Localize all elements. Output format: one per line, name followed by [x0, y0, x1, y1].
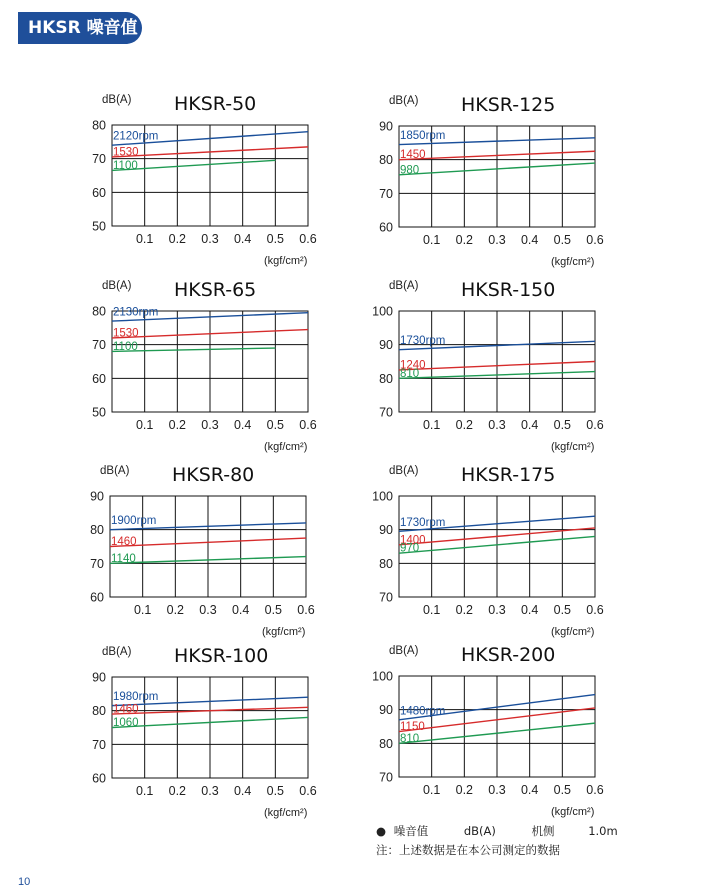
x-tick-label: 0.4 [233, 232, 252, 246]
chart-title: HKSR-175 [461, 464, 556, 486]
x-tick-label: 0.5 [266, 232, 285, 246]
y-axis-label: dB(A) [102, 280, 132, 292]
series-label: 1730rpm [400, 516, 446, 529]
x-tick-label: 0.3 [201, 784, 219, 798]
y-tick-label: 100 [372, 489, 393, 504]
x-tick-label: 0.6 [297, 603, 315, 617]
x-tick-label: 0.2 [455, 233, 474, 247]
x-tick-label: 0.3 [488, 783, 506, 797]
x-tick-label: 0.2 [455, 418, 474, 432]
legend-item-unit: dB(A) [463, 824, 496, 838]
series-label: 1850rpm [400, 130, 446, 143]
x-tick-label: 0.2 [166, 603, 185, 617]
y-tick-label: 60 [90, 590, 104, 605]
x-tick-label: 0.5 [553, 783, 572, 797]
y-tick-label: 50 [92, 405, 106, 420]
chart-4 [90, 464, 315, 638]
chart-2 [92, 279, 317, 453]
y-tick-label: 70 [92, 152, 106, 167]
x-tick-label: 0.6 [586, 233, 604, 247]
page-number: 10 [18, 876, 31, 888]
chart-1 [379, 94, 604, 268]
x-unit-label: (kgf/cm²) [264, 807, 308, 819]
chart-6 [92, 645, 317, 819]
legend-line [376, 823, 618, 839]
x-tick-label: 0.6 [299, 232, 317, 246]
x-tick-label: 0.3 [488, 233, 506, 247]
x-tick-label: 0.3 [488, 603, 506, 617]
x-tick-label: 0.1 [422, 418, 441, 432]
series-label: 1450 [400, 149, 426, 162]
series-label: 810 [400, 367, 420, 380]
x-tick-label: 0.6 [586, 783, 604, 797]
y-tick-label: 70 [379, 405, 393, 420]
series-label: 810 [400, 732, 420, 745]
y-tick-label: 70 [379, 186, 393, 201]
y-axis-label: dB(A) [389, 280, 419, 292]
series-label: 1460 [111, 536, 137, 548]
chart-title: HKSR-125 [461, 94, 556, 116]
y-axis-label: dB(A) [389, 645, 419, 657]
y-tick-label: 90 [379, 523, 393, 538]
series-label: 2130rpm [113, 306, 159, 319]
x-tick-label: 0.5 [553, 418, 572, 432]
y-tick-label: 70 [92, 737, 106, 752]
x-unit-label: (kgf/cm²) [551, 806, 595, 818]
y-tick-label: 70 [90, 556, 104, 571]
x-unit-label: (kgf/cm²) [551, 626, 595, 638]
legend-item-side: 机侧 [531, 824, 555, 838]
x-tick-label: 0.1 [135, 232, 154, 246]
series-label: 1150 [400, 721, 425, 734]
x-tick-label: 0.2 [455, 603, 474, 617]
y-tick-label: 90 [92, 670, 106, 685]
x-tick-label: 0.4 [520, 418, 539, 432]
x-tick-label: 0.2 [168, 784, 187, 798]
chart-title: HKSR-200 [461, 644, 556, 666]
series-label: 1100 [113, 340, 138, 353]
y-tick-label: 90 [379, 703, 393, 718]
y-tick-label: 100 [372, 304, 393, 319]
x-tick-label: 0.1 [422, 603, 441, 617]
chart-title: HKSR-150 [461, 279, 556, 301]
y-axis-label: dB(A) [102, 94, 132, 106]
series-label: 1730rpm [400, 335, 446, 348]
x-tick-label: 0.2 [168, 232, 187, 246]
x-tick-label: 0.5 [553, 603, 572, 617]
x-tick-label: 0.5 [266, 784, 285, 798]
y-tick-label: 80 [379, 736, 393, 751]
chart-title: HKSR-50 [174, 93, 257, 115]
series-label: 1240 [400, 359, 426, 372]
y-tick-label: 90 [379, 338, 393, 353]
y-tick-label: 70 [92, 338, 106, 353]
series-label: 1980rpm [113, 691, 159, 704]
series-label: 1100 [113, 159, 138, 172]
y-tick-label: 60 [379, 220, 393, 235]
x-unit-label: (kgf/cm²) [551, 256, 595, 268]
series-label: 1060 [113, 717, 139, 729]
chart-title: HKSR-65 [174, 279, 257, 301]
y-axis-label: dB(A) [389, 465, 419, 477]
chart-title: HKSR-80 [172, 464, 255, 486]
x-tick-label: 0.1 [422, 233, 441, 247]
x-tick-label: 0.1 [422, 783, 441, 797]
x-tick-label: 0.3 [201, 418, 219, 432]
y-tick-label: 90 [379, 119, 393, 134]
x-tick-label: 0.4 [233, 784, 252, 798]
x-unit-label: (kgf/cm²) [551, 441, 595, 453]
x-tick-label: 0.6 [299, 418, 317, 432]
x-tick-label: 0.6 [299, 784, 317, 798]
series-label: 970 [400, 542, 420, 555]
y-axis-label: dB(A) [102, 646, 132, 658]
y-tick-label: 90 [90, 489, 104, 504]
legend-item-distance: 1.0m [588, 824, 618, 838]
y-tick-label: 80 [92, 118, 106, 133]
chart-7 [372, 644, 604, 818]
chart-title: HKSR-100 [174, 645, 269, 667]
series-label: 980 [400, 164, 420, 177]
y-tick-label: 100 [372, 669, 393, 684]
series-label: 1460 [113, 703, 139, 716]
x-tick-label: 0.4 [520, 783, 539, 797]
x-tick-label: 0.3 [199, 603, 217, 617]
x-tick-label: 0.4 [233, 418, 252, 432]
y-tick-label: 70 [379, 770, 393, 785]
y-tick-label: 80 [379, 371, 393, 386]
y-axis-label: dB(A) [100, 465, 130, 477]
x-tick-label: 0.1 [135, 784, 154, 798]
chart-5 [372, 464, 604, 638]
y-tick-label: 50 [92, 219, 106, 234]
x-tick-label: 0.1 [135, 418, 154, 432]
y-tick-label: 80 [90, 523, 104, 538]
page-title-tab: HKSR 噪音值 [18, 12, 142, 44]
y-tick-label: 80 [379, 153, 393, 168]
x-tick-label: 0.2 [455, 783, 474, 797]
series-label: 1140 [111, 552, 136, 565]
series-label: 1400 [400, 534, 426, 547]
series-label: 1900rpm [111, 515, 157, 528]
x-tick-label: 0.4 [231, 603, 250, 617]
x-unit-label: (kgf/cm²) [264, 255, 308, 267]
y-tick-label: 80 [379, 556, 393, 571]
x-tick-label: 0.2 [168, 418, 187, 432]
x-tick-label: 0.5 [553, 233, 572, 247]
x-tick-label: 0.5 [266, 418, 285, 432]
x-tick-label: 0.4 [520, 603, 539, 617]
x-tick-label: 0.6 [586, 418, 604, 432]
y-tick-label: 80 [92, 304, 106, 319]
series-label: 1480rpm [400, 705, 446, 718]
y-tick-label: 60 [92, 371, 106, 386]
x-unit-label: (kgf/cm²) [262, 626, 306, 638]
x-unit-label: (kgf/cm²) [264, 441, 308, 453]
y-tick-label: 60 [92, 771, 106, 786]
chart-0 [92, 93, 317, 267]
y-axis-label: dB(A) [389, 95, 419, 107]
y-tick-label: 70 [379, 590, 393, 605]
series-label: 1530 [113, 146, 139, 159]
x-tick-label: 0.5 [264, 603, 283, 617]
footnote: 注：上述数据是在本公司测定的数据 [376, 843, 560, 857]
series-label: 2120rpm [113, 130, 159, 143]
x-tick-label: 0.6 [586, 603, 604, 617]
x-tick-label: 0.3 [488, 418, 506, 432]
legend-item-noise: 噪音值 [393, 824, 429, 838]
x-tick-label: 0.1 [133, 603, 152, 617]
x-tick-label: 0.4 [520, 233, 539, 247]
x-tick-label: 0.3 [201, 232, 219, 246]
y-tick-label: 80 [92, 704, 106, 719]
series-label: 1530 [113, 327, 139, 340]
chart-3 [372, 279, 604, 453]
y-tick-label: 60 [92, 185, 106, 200]
legend-bullet: ● [376, 824, 387, 838]
